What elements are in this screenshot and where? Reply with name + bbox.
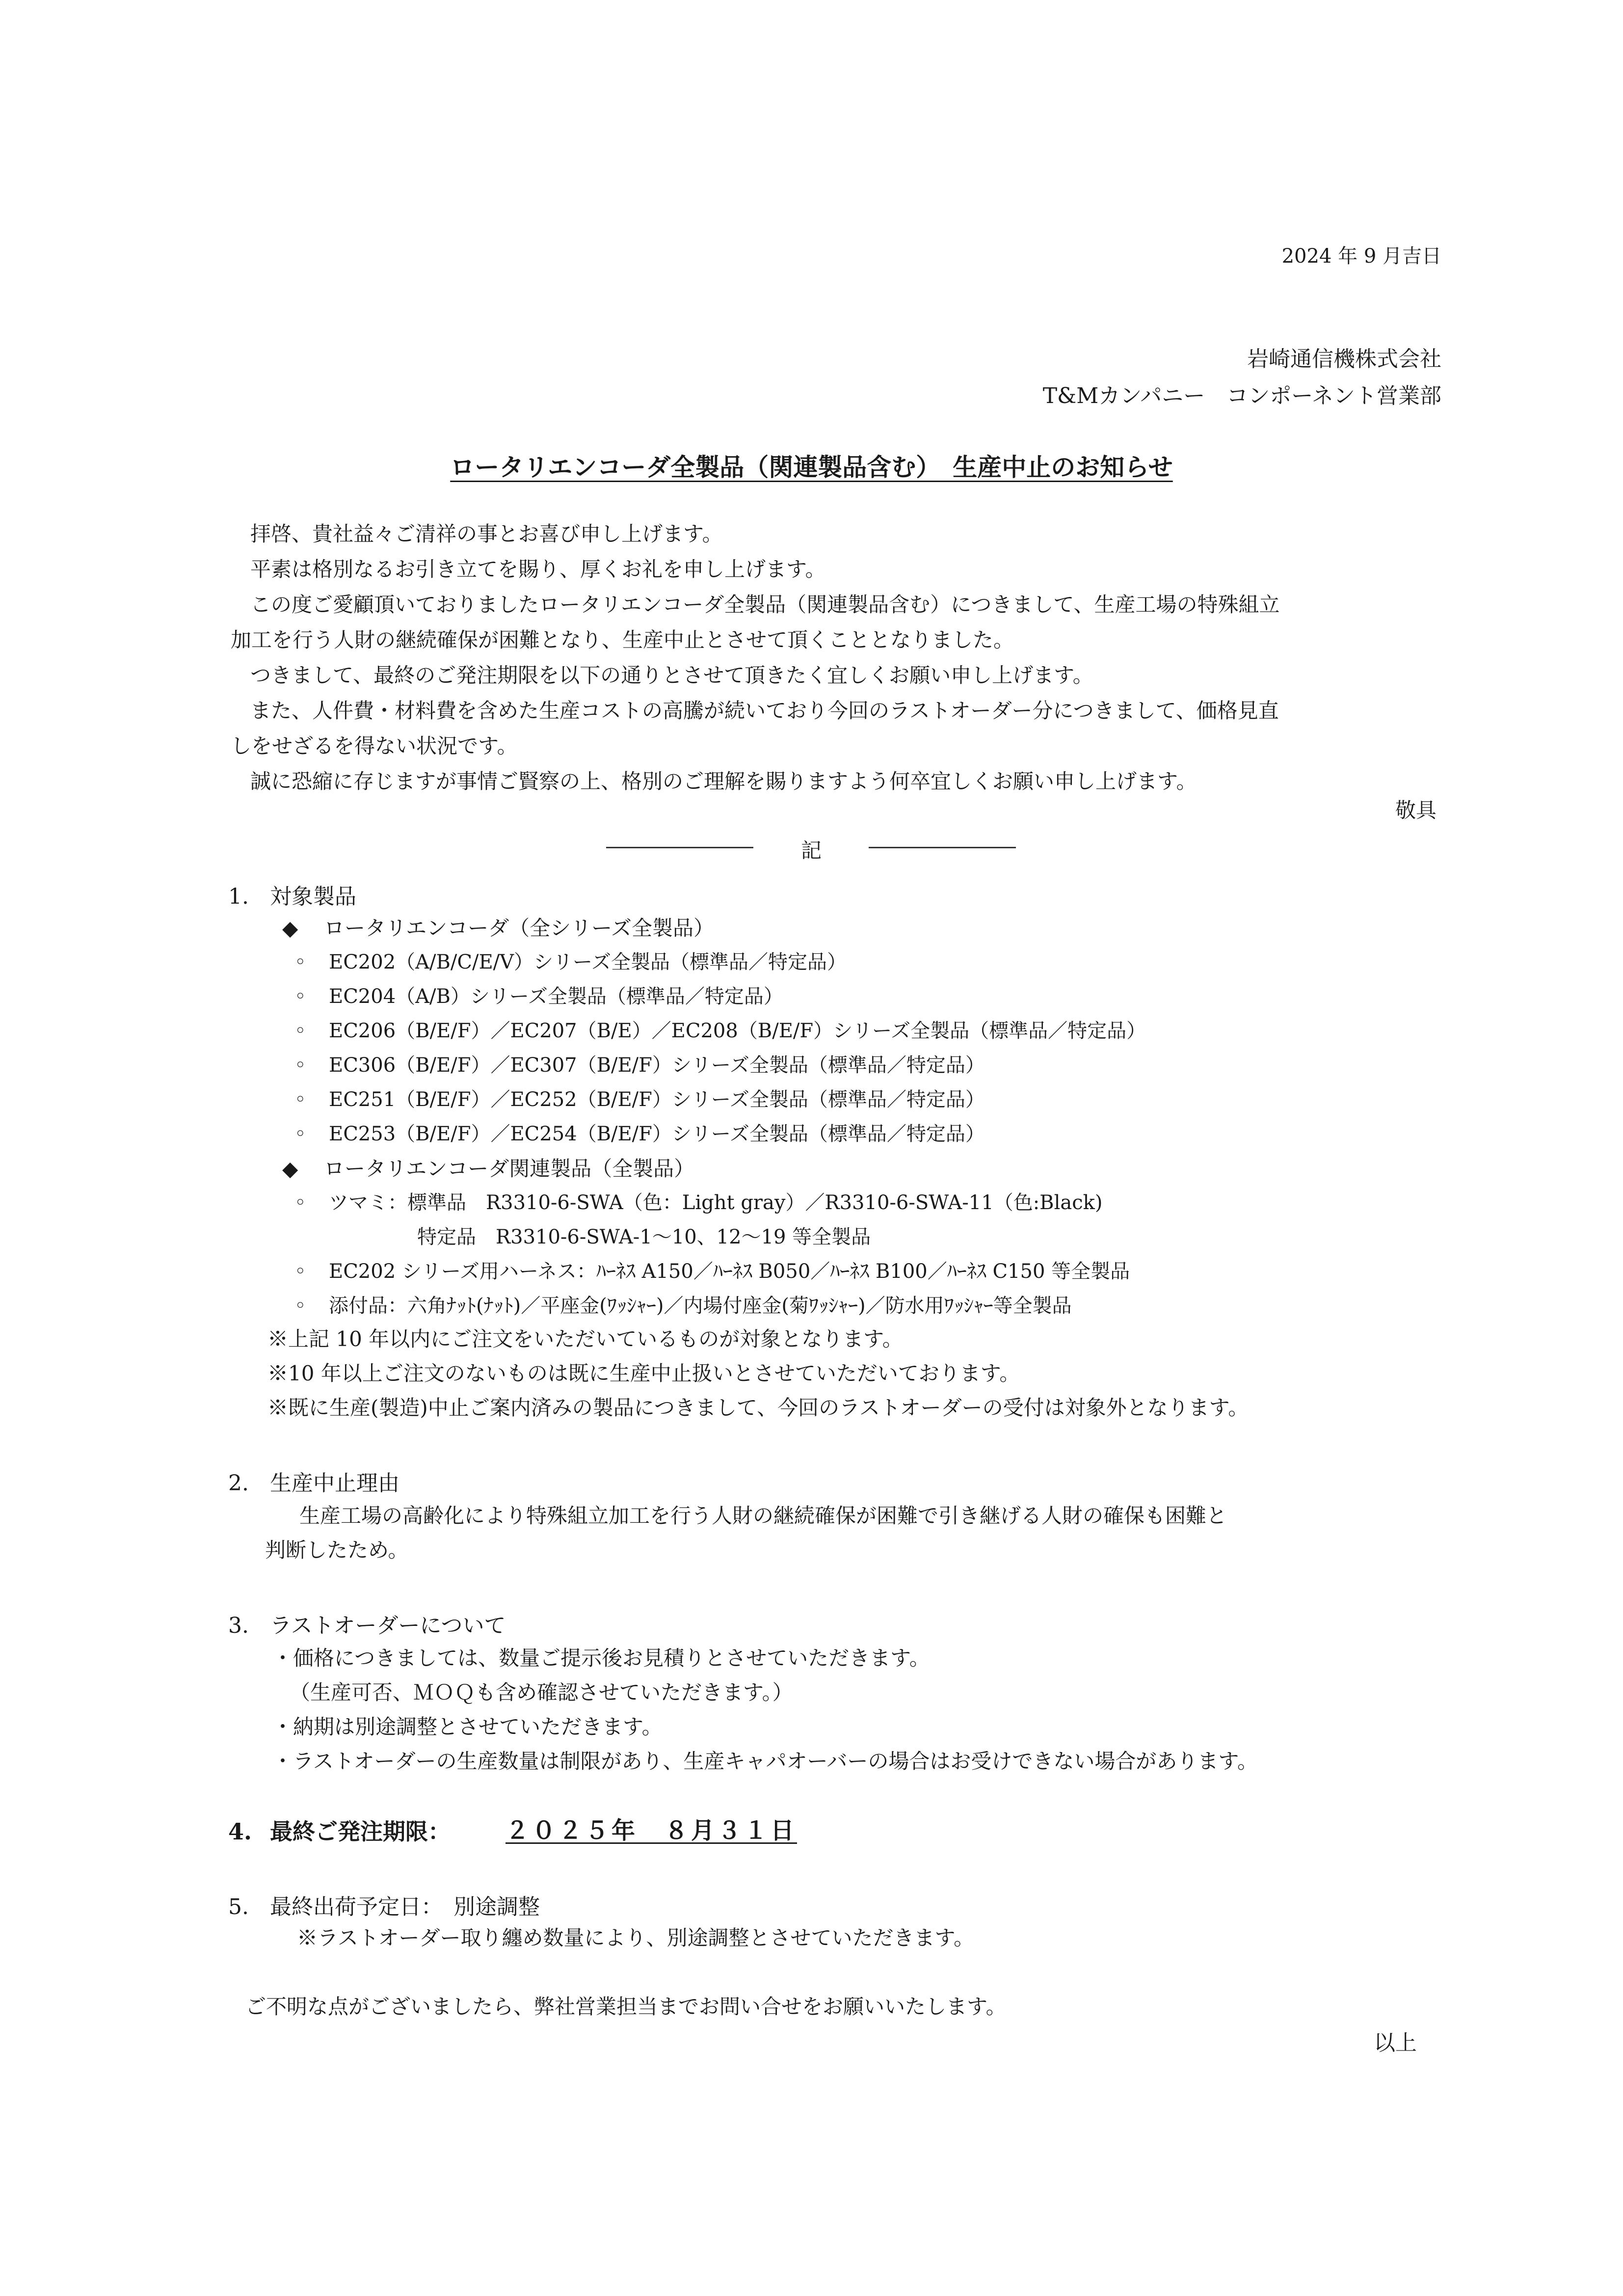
keigu-closing: 敬具 [1395, 798, 1437, 822]
section-4-heading [228, 1814, 451, 1846]
product-item [294, 981, 783, 1009]
reason-line: 判断したため。 [265, 1538, 409, 1562]
section-title: 生産中止理由 [270, 1471, 399, 1496]
section-title: 最終ご発注期限： [270, 1818, 451, 1845]
greeting-line: また、人件費・材料費を含めた生産コストの高騰が続いており今回のラストオーダー分につきまして、価格見直 [250, 699, 1279, 723]
note-line: ※既に生産(製造)中止ご案内済みの製品につきまして、今回のラストオーダーの受付は対象外となります。 [267, 1396, 1249, 1420]
closing-message: ご不明な点がございましたら、弊社営業担当までお問い合せをお願いいたします。 [245, 1995, 1007, 2019]
section-2-heading [228, 1465, 399, 1497]
greeting-line: 拝啓、貴社益々ご清祥の事とお喜び申し上げます。 [250, 522, 723, 546]
greeting-line: つきまして、最終のご発注期限を以下の通りとさせて頂きたく宜しくお願い申し上げます。 [250, 663, 1093, 687]
greeting-body [231, 516, 1448, 799]
section-number: 5. [228, 1894, 249, 1919]
related-item-knob [294, 1187, 1102, 1215]
circle-bullet-icon: ◦ [294, 1020, 306, 1042]
circle-bullet-icon: ◦ [294, 1260, 306, 1283]
note-line: ※上記 10 年以内にご注文をいただいているものが対象となります。 [267, 1327, 903, 1351]
circle-bullet-icon: ◦ [294, 1295, 306, 1317]
section-number: 3. [228, 1613, 249, 1638]
ki-divider-right [869, 847, 1016, 848]
ijo-ending: 以上 [1374, 2030, 1417, 2055]
knob-standard-text: ツマミ：標準品 R3310-6-SWA（色：Light gray）／R3310-6-SWA-11（色:Black) [329, 1191, 1103, 1214]
note-line: ※10 年以上ご注文のないものは既に生産中止扱いとさせていただいております。 [267, 1361, 1020, 1385]
greeting-line: この度ご愛顧頂いておりましたロータリエンコーダ全製品（関連製品含む）につきまして、生産工場の特殊組立 [250, 593, 1280, 617]
related-item-accessories [294, 1290, 1072, 1318]
document-title-text: ロータリエンコーダ全製品（関連製品含む） 生産中止のお知らせ [450, 453, 1173, 482]
last-order-line: （生産可否、ＭＯＱも含め確認させていただきます。） [290, 1680, 793, 1704]
product-item [294, 1050, 985, 1078]
group-1-heading [282, 912, 714, 942]
last-order-line: ・納期は別途調整とさせていただきます。 [272, 1715, 663, 1739]
group-label: ロータリエンコーダ関連製品（全製品） [324, 1157, 695, 1181]
circle-bullet-icon: ◦ [294, 951, 306, 973]
section-number: 2. [228, 1471, 249, 1496]
diamond-bullet-icon: ◆ [282, 1157, 298, 1181]
document-title [0, 448, 1623, 483]
circle-bullet-icon: ◦ [294, 985, 306, 1008]
harness-text: EC202 シリーズ用ハーネス：ﾊｰﾈｽ A150／ﾊｰﾈｽ B050／ﾊｰﾈｽ B100／ﾊｰﾈｽ C150 等全製品 [329, 1260, 1130, 1283]
group-2-heading [282, 1153, 694, 1182]
product-item-text: EC206（B/E/F）／EC207（B/E）／EC208（B/E/F）シリーズ全製品（標準品／特定品） [329, 1020, 1146, 1042]
section-1-heading [228, 879, 356, 910]
product-item [294, 1015, 1146, 1043]
circle-bullet-icon: ◦ [294, 1054, 306, 1077]
order-deadline-date: ２０２５年 ８月３１日 [506, 1817, 798, 1844]
circle-bullet-icon: ◦ [294, 1123, 306, 1145]
related-item-knob-special: 特定品 R3310-6-SWA-1～10、12～19 等全製品 [417, 1226, 871, 1248]
diamond-bullet-icon: ◆ [282, 916, 298, 940]
section-title: ラストオーダーについて [270, 1613, 506, 1638]
circle-bullet-icon: ◦ [294, 1191, 306, 1214]
greeting-line: 平素は格別なるお引き立てを賜り、厚くお礼を申し上げます。 [250, 557, 826, 581]
section-title: 最終出荷予定日： 別途調整 [270, 1894, 540, 1919]
reason-line: 生産工場の高齢化により特殊組立加工を行う人財の継続確保が困難で引き継げる人財の確保も困難と [299, 1504, 1227, 1528]
product-item [294, 1084, 985, 1112]
greeting-line: 誠に恐縮に存じますが事情ご賢察の上、格別のご理解を賜りますよう何卒宜しくお願い申し上げます。 [250, 769, 1197, 793]
section-5-heading [228, 1889, 540, 1920]
product-item-text: EC204（A/B）シリーズ全製品（標準品／特定品） [329, 985, 783, 1008]
department-name: T&Mカンパニー コンポーネント営業部 [1042, 383, 1441, 408]
section-3-heading [228, 1608, 506, 1639]
greeting-line: しをせざるを得ない状況です。 [231, 734, 518, 758]
group-label: ロータリエンコーダ（全シリーズ全製品） [324, 916, 715, 940]
last-order-line: ・価格につきましては、数量ご提示後お見積りとさせていただきます。 [272, 1646, 930, 1670]
product-item-text: EC253（B/E/F）／EC254（B/E/F）シリーズ全製品（標準品／特定品） [329, 1123, 985, 1145]
product-item [294, 1118, 985, 1146]
section-number: 4. [228, 1818, 252, 1845]
related-item-harness [294, 1256, 1130, 1284]
issue-date: 2024 年 9 月吉日 [1281, 245, 1441, 268]
section-title: 対象製品 [270, 884, 356, 909]
ki-divider-left [606, 847, 753, 848]
section-number: 1. [228, 884, 249, 909]
product-item [294, 946, 847, 974]
last-order-line: ・ラストオーダーの生産数量は制限があり、生産キャパオーバーの場合はお受けできない場合があります。 [272, 1749, 1258, 1773]
company-name: 岩崎通信機株式会社 [1247, 347, 1441, 372]
product-item-text: EC251（B/E/F）／EC252（B/E/F）シリーズ全製品（標準品／特定品） [329, 1088, 985, 1111]
product-item-text: EC306（B/E/F）／EC307（B/E/F）シリーズ全製品（標準品／特定品） [329, 1054, 985, 1077]
shipping-note: ※ラストオーダー取り纏め数量により、別途調整とさせていただきます。 [297, 1926, 975, 1950]
greeting-line: 加工を行う人財の継続確保が困難となり、生産中止とさせて頂くこととなりました。 [231, 628, 1014, 652]
ki-marker: 記 [801, 838, 822, 863]
circle-bullet-icon: ◦ [294, 1088, 306, 1111]
accessories-text: 添付品：六角ﾅｯﾄ(ﾅｯﾄ)／平座金(ﾜｯｼｬｰ)／内場付座金(菊ﾜｯｼｬｰ)／防水用ﾜｯｼｬｰ等全製品 [329, 1295, 1072, 1317]
product-item-text: EC202（A/B/C/E/V）シリーズ全製品（標準品／特定品） [329, 951, 847, 973]
